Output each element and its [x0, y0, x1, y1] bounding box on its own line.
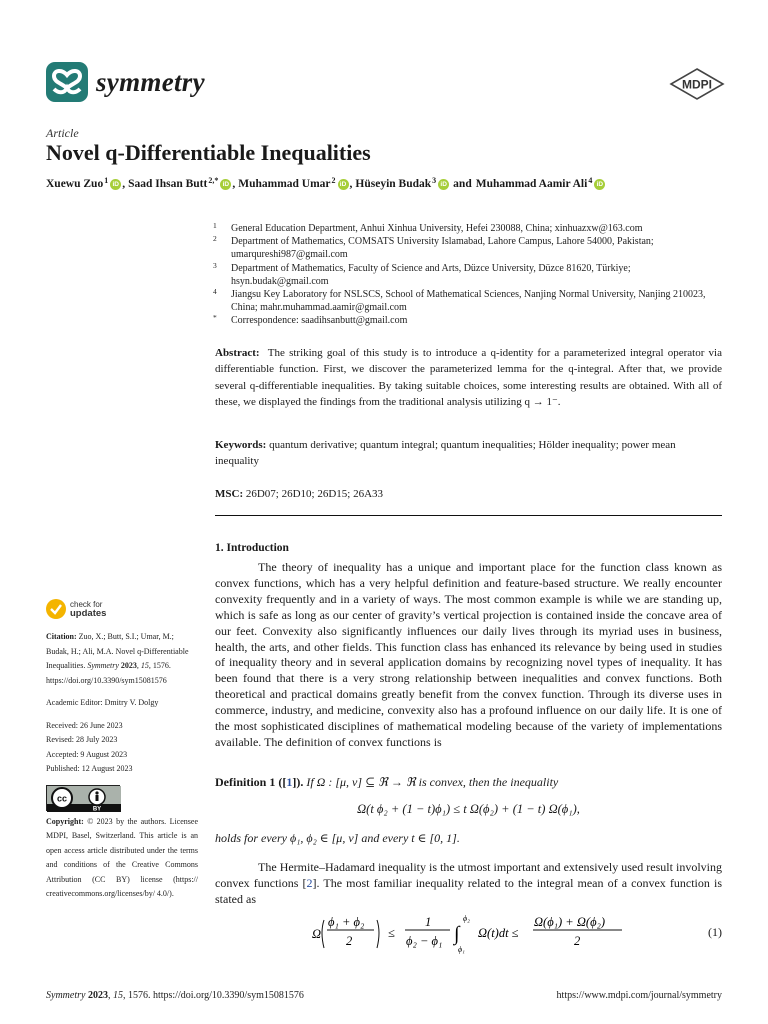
footer-doi[interactable]: , 1576. https://doi.org/10.3390/sym15081576: [122, 990, 304, 1001]
definition-statement: If Ω : [μ, ν] ⊆ ℜ → ℜ is convex, then the inequality: [306, 775, 559, 789]
affiliation-text: Department of Mathematics, Faculty of Science and Arts, Düzce University, Düzce 81620, Türkiye; hsyn.budak@gmail.com: [231, 262, 631, 287]
keywords: [215, 437, 722, 470]
affiliation-text: Jiangsu Key Laboratory for NSLSCS, School of Mathematical Sciences, Nanjing Normal University, Nanjing 210023, China; mahr.muhammad.aamir@gmail.com: [231, 289, 706, 314]
citation-year: 2023: [120, 661, 137, 670]
eq-integrand: Ω(t)dt ≤: [478, 926, 519, 940]
journal-header: [46, 62, 726, 102]
affiliation-text: Department of Mathematics, COMSATS University Islamabad, Lahore Campus, Lahore 54000, Pakistan; umarqureshi987@gmail.com: [231, 236, 654, 261]
eq-leq: ≤: [388, 926, 395, 940]
copyright-text: © 2023 by the authors. Licensee MDPI, Basel, Switzerland. This article is an open access article distributed under the terms and conditions of the Creative Commons Attribution (CC BY) license (https:// creativecommons.org/licenses/by/ 4.0/).: [46, 816, 199, 898]
author-affiliation-sup: 4: [588, 175, 593, 185]
author-affiliation-sup: 3: [432, 175, 437, 185]
page-footer: Symmetry 2023, 15, 1576. https://doi.org/10.3390/sym15081576 https://www.mdpi.com/journal/symmetry: [46, 990, 722, 1001]
citation-volume: 15: [140, 661, 149, 670]
check-updates-text: [70, 600, 106, 618]
footer-volume: 15: [112, 990, 123, 1001]
citation-text: Zuo, X.; Butt, S.I.; Umar, M.; Budak, H.; Ali, M.A. Novel q-Differentiable Inequalities.: [46, 632, 189, 670]
paragraph-text: ]. The most familiar inequality related to the integral mean of a convex function is stated as: [215, 875, 723, 906]
author-name: Hüseyin Budak: [355, 178, 432, 190]
check-updates-icon: [46, 599, 66, 619]
orcid-icon[interactable]: iD: [594, 179, 605, 190]
section-heading: 1. Introduction: [215, 542, 289, 554]
author-affiliation-sup: 2: [331, 175, 336, 185]
citation-link[interactable]: 2: [306, 875, 313, 890]
orcid-icon[interactable]: iD: [110, 179, 121, 190]
author-name: Muhammad Aamir Ali: [475, 178, 588, 190]
affiliation-item: [213, 222, 723, 235]
author-name: Xuewu Zuo: [46, 178, 104, 190]
eq-num-right: Ω(ϕ₁) + Ω(ϕ₂): [534, 915, 606, 929]
copyright-notice: [46, 815, 198, 902]
hermite-hadamard-paragraph: [215, 860, 722, 908]
convexity-inequality: Ω(t ϕ₂ + (1 − t)ϕ₁) ≤ t Ω(ϕ₂) + (1 − t) Ω(ϕ₁),: [357, 802, 580, 816]
keywords-label: Keywords:: [215, 439, 267, 451]
cc-by-license-badge[interactable]: [46, 785, 120, 811]
orcid-icon[interactable]: iD: [338, 179, 349, 190]
revised-date: Revised: 28 July 2023: [46, 735, 118, 744]
by-label: BY: [92, 806, 102, 812]
accepted-date: Accepted: 9 August 2023: [46, 749, 128, 759]
citation-label: Citation:: [46, 632, 77, 641]
affiliation-item: [213, 262, 723, 288]
abstract: [215, 345, 722, 410]
msc-codes: [215, 486, 722, 502]
article-type: Article: [46, 126, 79, 140]
updates-label: updates: [70, 608, 107, 619]
abstract-label: Abstract:: [215, 347, 260, 359]
intro-paragraph: The theory of inequality has a unique and important place for the function class known as convex functions, which has a very helpful definition and feature-based structure. We really encounter convexity frequently and in a variety of ways. The most common example is while we are standing up, which is safe as long as our center of gravity’s vertical projection is contained inside the concave area of our feet. Convexity also significantly influences our daily lives through its myriad uses in business, health, the arts, and other fields. This function class has enhanced its relevance by being used in studies of inequality theory and in several application domains by recognizing novel types of inequality. It has been found that there is a very strong relationship between inequalities and convex functions. Both theoretical and practical domains greatly benefit from the convex function. Through its diverse uses in commerce, industry, and medicine, convexity also has a profound influence on our daily life. It is one of the most sophisticated disciplines of mathematical modeling because of the variety of implementations available. The definition of convex functions is: [215, 560, 722, 749]
definition-1: [215, 774, 722, 790]
check-for-label: check for: [70, 600, 103, 609]
eq-num-sum: ϕ₁ + ϕ₂: [328, 915, 365, 929]
eq-omega: Ω: [312, 927, 322, 941]
orcid-icon[interactable]: iD: [438, 179, 449, 190]
ref-close: ]).: [292, 775, 304, 789]
eq-den-right: 2: [574, 934, 581, 948]
author-list: Xuewu Zuo $^1$ iD , Saad Ihsan Butt $^{2,*}$ iD , Muhammad Umar $^2$ iD , Hüseyin Budak $^3$ iD and Muhammad Aamir Ali $^4$ iD: [46, 178, 605, 190]
cc-label: cc: [56, 793, 68, 803]
eq-den-2: 2: [346, 934, 353, 948]
paragraph-text: The Hermite–Hadamard inequality is the utmost important and extensively used result involving convex functions [: [215, 860, 722, 890]
academic-editor: Academic Editor: Dmitry V. Dolgy: [46, 698, 159, 707]
eq-one: 1: [425, 915, 432, 929]
orcid-icon[interactable]: iD: [220, 179, 231, 190]
eq-diff: ϕ₂ − ϕ₁: [406, 934, 443, 948]
article-title: Novel q-Differentiable Inequalities: [46, 140, 371, 165]
author-name: Saad Ihsan Butt: [128, 178, 208, 190]
definition-condition: holds for every ϕ₁, ϕ₂ ∈ [μ, ν] and every t ∈ [0, 1].: [215, 831, 460, 845]
footer-journal-url[interactable]: https://www.mdpi.com/journal/symmetry: [556, 990, 722, 1001]
msc-label: MSC:: [215, 488, 244, 500]
affiliation-list: [213, 222, 723, 328]
copyright-label: Copyright:: [46, 816, 84, 826]
and-word: and: [453, 178, 472, 190]
affiliation-text: Correspondence: saadihsanbutt@gmail.com: [231, 315, 408, 327]
citation-link[interactable]: 1: [286, 775, 293, 789]
published-date: Published: 12 August 2023: [46, 764, 133, 773]
ref-open: ([: [278, 775, 287, 789]
journal-name: symmetry: [96, 66, 205, 97]
footer-year: 2023: [87, 990, 108, 1001]
keywords-text: quantum derivative; quantum integral; quantum inequalities; Hölder inequality; power mean inequality: [215, 439, 676, 468]
correspondence: [213, 314, 723, 327]
affiliation-text: General Education Department, Anhui Xinhua University, Hefei 230088, China; xinhuazxw@163.com: [231, 223, 643, 234]
author-affiliation-sup: 2,*: [208, 175, 219, 185]
check-for-updates-badge[interactable]: [46, 596, 198, 622]
symmetry-logo-icon: [46, 62, 88, 102]
affiliation-number: *: [213, 313, 217, 323]
affiliation-number: 3: [213, 260, 217, 270]
equation-1: [300, 912, 630, 952]
affiliation-number: 4: [213, 287, 217, 297]
article-sidebar: [46, 596, 198, 902]
mdpi-logo[interactable]: [668, 68, 726, 100]
abstract-text: The striking goal of this study is to introduce a q-identity for a parameterized integral operator via differentiable function. First, we discover the parameterized lemma for the q-integral. After that, we provide several q-differentiable inequalities. By taking suitable choices, some interesting results are obtained. With all of these, we displayed the findings from the traditional analysis utilizing q → 1⁻.: [215, 347, 722, 408]
author-name: Muhammad Umar: [238, 178, 331, 190]
eq-integral: ∫: [454, 923, 460, 945]
msc-text: 26D07; 26D10; 26D15; 26A33: [245, 488, 384, 500]
publisher-name: MDPI: [682, 77, 712, 92]
citation-journal: Symmetry: [87, 661, 119, 670]
section-divider: [215, 515, 722, 516]
affiliation-number: 1: [213, 221, 217, 230]
definition-label: Definition 1: [215, 775, 276, 789]
citation-block: Citation: Zuo, X.; Butt, S.I.; Umar, M.; Budak, H.; Ali, M.A. Novel q-Differentiable Inequalities. Symmetry 2023, 15, 1576. https://doi.org/10.3390/sym15081576: [46, 632, 189, 685]
footer-journal: Symmetry: [46, 990, 86, 1001]
eq-lower: ϕ₁: [458, 945, 465, 954]
received-date: Received: 26 June 2023: [46, 720, 123, 730]
affiliation-item: [213, 235, 723, 261]
affiliation-item: [213, 288, 723, 314]
affiliation-number: 2: [213, 234, 217, 244]
eq-upper: ϕ₂: [463, 914, 470, 923]
dates-block: [46, 719, 198, 777]
citation-doi[interactable]: , 1576. https://doi.org/10.3390/sym15081576: [46, 661, 171, 685]
equation-number: (1): [708, 925, 722, 939]
author-affiliation-sup: 1: [104, 175, 109, 185]
journal-logo[interactable]: [46, 62, 205, 102]
